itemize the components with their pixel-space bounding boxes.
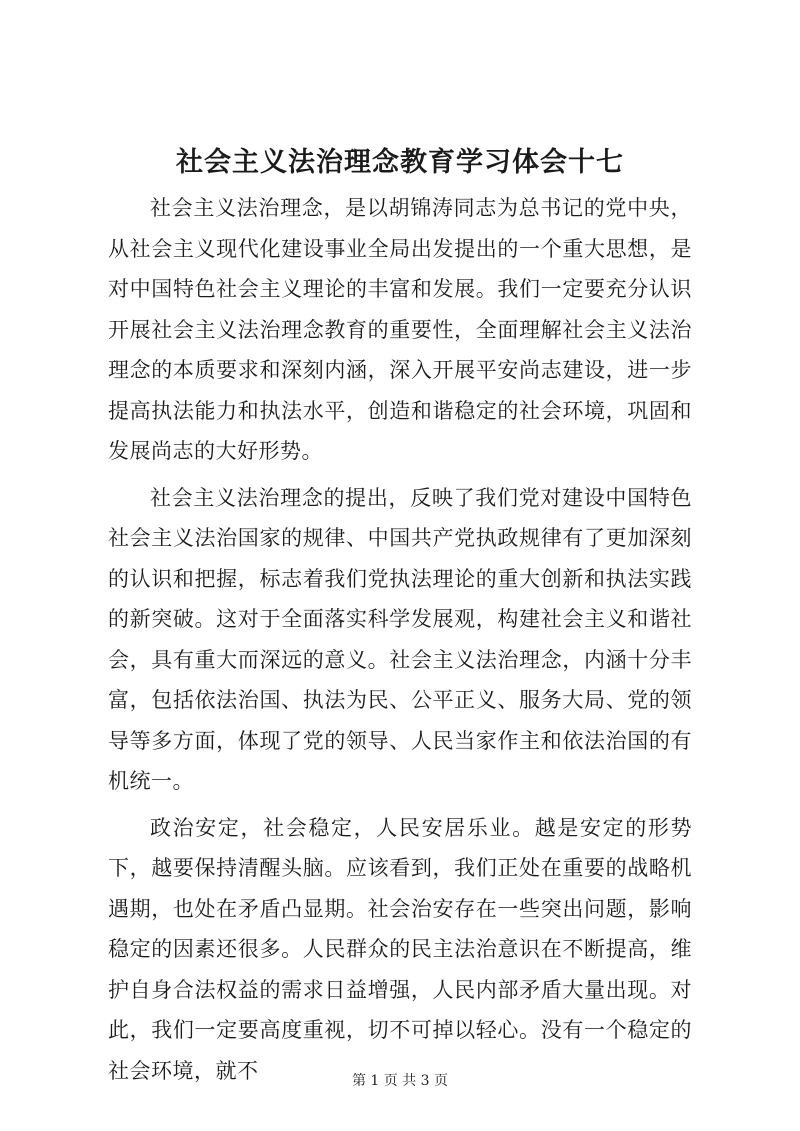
document-body [108, 188, 692, 1097]
paragraph-3: 政治安定，社会稳定，人民安居乐业。越是安定的形势下，越要保持清醒头脑。应该看到，我们正处在重要的战略机遇期，也处在矛盾凸显期。社会治安存在一些突出问题，影响稳定的因素还很多。人民群众的民主法治意识在不断提高，维护自身合法权益的需求日益增强，人民内部矛盾大量出现。对此，我们一定要高度重视，切不可掉以轻心。没有一个稳定的社会环境，就不 [108, 815, 692, 1083]
document-title: 社会主义法治理念教育学习体会十七 [176, 147, 624, 178]
paragraph-1: 社会主义法治理念，是以胡锦涛同志为总书记的党中央，从社会主义现代化建设事业全局出发提出的一个重大思想，是对中国特色社会主义理论的丰富和发展。我们一定要充分认识开展社会主义法治理念教育的重要性，全面理解社会主义法治理念的本质要求和深刻内涵，深入开展平安尚志建设，进一步提高执法能力和执法水平，创造和谐稳定的社会环境，巩固和发展尚志的大好形势。 [108, 196, 692, 463]
page-footer: 第 1 页 共 3 页 [351, 1073, 449, 1089]
paragraph-2: 社会主义法治理念的提出，反映了我们党对建设中国特色社会主义法治国家的规律、中国共产党执政规律有了更加深刻的认识和把握，标志着我们党执法理论的重大创新和执法实践的新突破。这对于全面落实科学发展观，构建社会主义和谐社会，具有重大而深远的意义。社会主义法治理念，内涵十分丰富，包括依法治国、执法为民、公平正义、服务大局、党的领导等多方面，体现了党的领导、人民当家作主和依法治国的有机统一。 [108, 485, 692, 793]
